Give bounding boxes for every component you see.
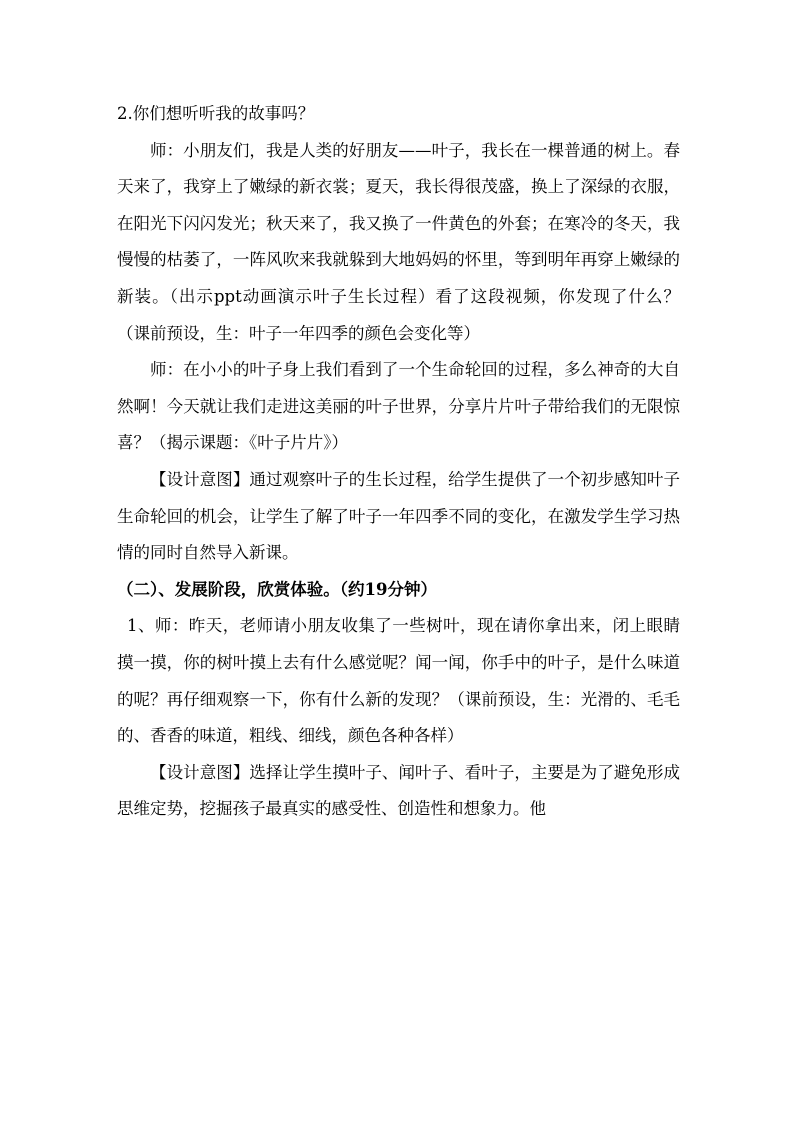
activity-paragraph: 1、师：昨天，老师请小朋友收集了一些树叶，现在请你拿出来，闭上眼睛摸一摸，你的树叶摸上去有什么感觉呢？闻一闻，你手中的叶子，是什么味道的呢？再仔细观察一下，你有什么新的发现？（课前预设，生：光滑的、毛毛的、香香的味道，粗线、细线，颜色各种各样） <box>117 616 680 746</box>
design-intent-paragraph: 【设计意图】通过观察叶子的生长过程，给学生提供了一个初步感知叶子生命轮回的机会，让学生了解了叶子一年四季不同的变化，在激发学生学习热情的同时自然导入新课。 <box>117 469 680 563</box>
teacher-intro-paragraph: 师：在小小的叶子身上我们看到了一个生命轮回的过程，多么神奇的大自然啊！今天就让我们走进这美丽的叶子世界，分享片片叶子带给我们的无限惊喜？（揭示课题：《叶子片片》） <box>117 360 680 453</box>
section-heading: （二）、发展阶段，欣赏体验。（约19分钟） <box>117 579 437 599</box>
teacher-story-paragraph: 师：小朋友们，我是人类的好朋友——叶子，我长在一棵普通的树上。春天来了，我穿上了嫩绿的新衣裳；夏天，我长得很茂盛，换上了深绿的衣服，在阳光下闪闪发光；秋天来了，我又换了一件黄色的外套；在寒冷的冬天，我慢慢的枯萎了，一阵风吹来我就躲到大地妈妈的怀里，等到明年再穿上嫩绿的新装。（出示ppt动画演示叶子生长过程）看了这段视频，你发现了什么？（课前预设，生：叶子一年四季的颜色会变化等） <box>117 140 680 343</box>
question-line: 2.你们想听听我的故事吗？ <box>117 104 315 123</box>
design-intent-paragraph-2: 【设计意图】选择让学生摸叶子、闻叶子、看叶子，主要是为了避免形成思维定势，挖掘孩子最真实的感受性、创造性和想象力。他 <box>117 762 680 819</box>
document-body <box>117 96 680 828</box>
